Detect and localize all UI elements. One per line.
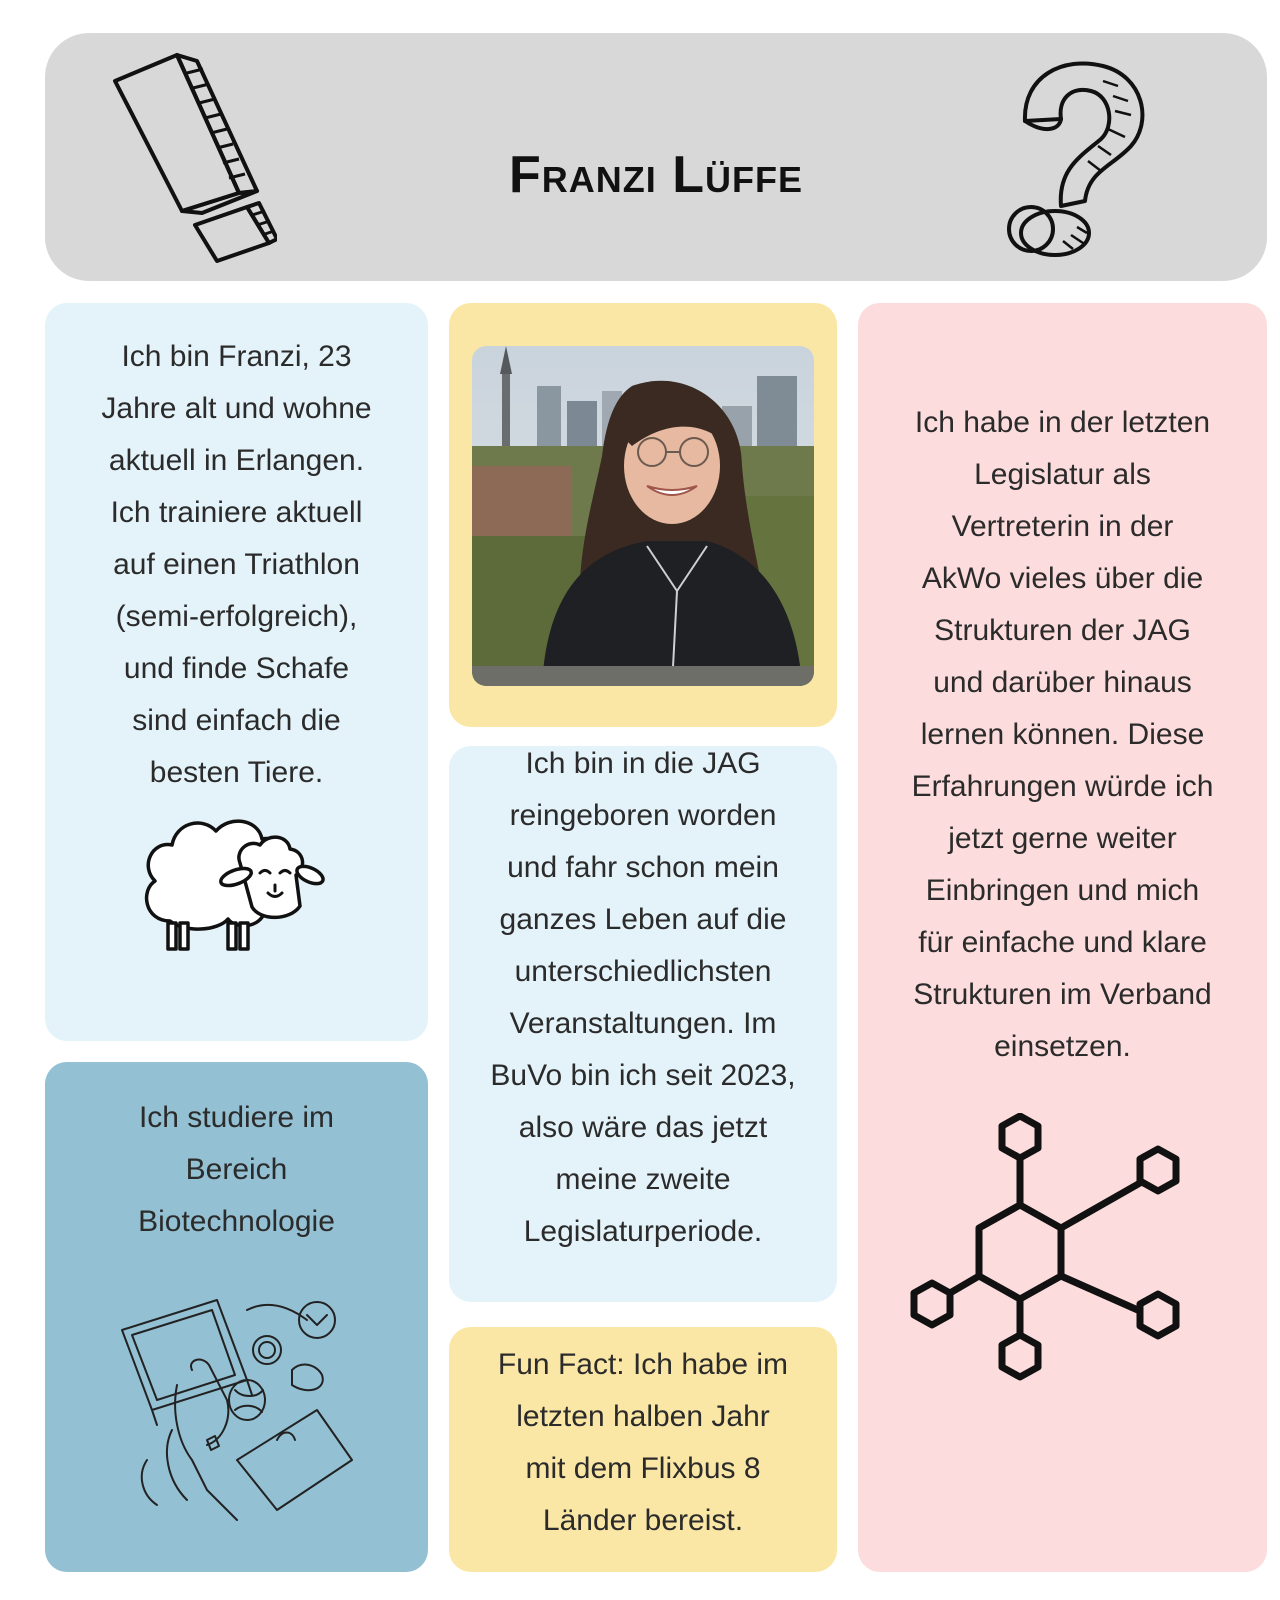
photo-card: [449, 303, 837, 727]
text-line: also wäre das jetzt: [518, 1111, 768, 1144]
text-line: unterschiedlichsten: [514, 955, 772, 988]
study-card: [45, 1062, 428, 1572]
text-line: aktuell in Erlangen.: [108, 444, 365, 477]
text-line: Fun Fact: Ich habe im: [497, 1348, 789, 1381]
text-line: Vertreterin in der: [951, 510, 1174, 543]
text-line: ganzes Leben auf die: [499, 903, 787, 936]
text-line: für einfache und klare: [918, 926, 1207, 959]
text-line: jetzt gerne weiter: [948, 822, 1177, 855]
intro-card: [45, 303, 428, 1041]
network-hexagon-icon: [908, 1113, 1198, 1383]
text-line: und finde Schafe: [123, 652, 350, 685]
text-line: letzten halben Jahr: [516, 1400, 770, 1433]
text-line: Einbringen und mich: [925, 874, 1200, 907]
text-line: Biotechnologie: [138, 1205, 335, 1238]
text-line: Ich bin Franzi, 23: [121, 340, 352, 373]
text-line: und darüber hinaus: [933, 666, 1192, 699]
header-banner: [45, 33, 1267, 281]
fun-fact-text: [449, 1339, 837, 1547]
text-line: mit dem Flixbus 8: [525, 1452, 761, 1485]
akwo-text: [858, 397, 1267, 1073]
akwo-card: [858, 303, 1267, 1572]
text-line: Ich studiere im: [138, 1101, 335, 1134]
jag-card: [449, 746, 837, 1302]
sheep-icon: [140, 811, 325, 961]
text-line: reingeboren worden: [509, 799, 777, 832]
text-line: und fahr schon mein: [507, 851, 779, 884]
fun-fact-card: [449, 1327, 837, 1572]
text-line: Ich bin in die JAG: [525, 747, 761, 780]
page-title: Franzi Lüffe: [509, 146, 803, 204]
jag-text: [449, 738, 837, 1258]
text-line: Bereich: [185, 1153, 288, 1186]
text-line: Strukturen der JAG: [934, 614, 1191, 647]
text-line: Ich habe in der letzten: [914, 406, 1211, 439]
question-mark-icon: [1003, 51, 1163, 261]
text-line: einsetzen.: [994, 1030, 1131, 1063]
text-line: Jahre alt und wohne: [101, 392, 372, 425]
text-line: Erfahrungen würde ich: [911, 770, 1214, 803]
text-line: besten Tiere.: [149, 756, 324, 789]
study-text: [45, 1092, 428, 1248]
text-line: Ich trainiere aktuell: [110, 496, 363, 529]
text-line: sind einfach die: [132, 704, 341, 737]
text-line: Strukturen im Verband: [913, 978, 1212, 1011]
portrait-photo: [472, 346, 814, 686]
text-line: Legislatur als: [974, 458, 1151, 491]
text-line: BuVo bin ich seit 2023,: [490, 1059, 796, 1092]
text-line: (semi-erfolgreich),: [115, 600, 358, 633]
text-line: auf einen Triathlon: [113, 548, 360, 581]
text-line: meine zweite: [555, 1163, 731, 1196]
desk-laptop-illustration-icon: [117, 1290, 357, 1530]
text-line: Veranstaltungen. Im: [509, 1007, 777, 1040]
text-line: lernen können. Diese: [920, 718, 1205, 751]
intro-text: [45, 331, 428, 799]
text-line: Legislaturperiode.: [523, 1215, 763, 1248]
text-line: Länder bereist.: [542, 1504, 744, 1537]
text-line: AkWo vieles über die: [921, 562, 1204, 595]
